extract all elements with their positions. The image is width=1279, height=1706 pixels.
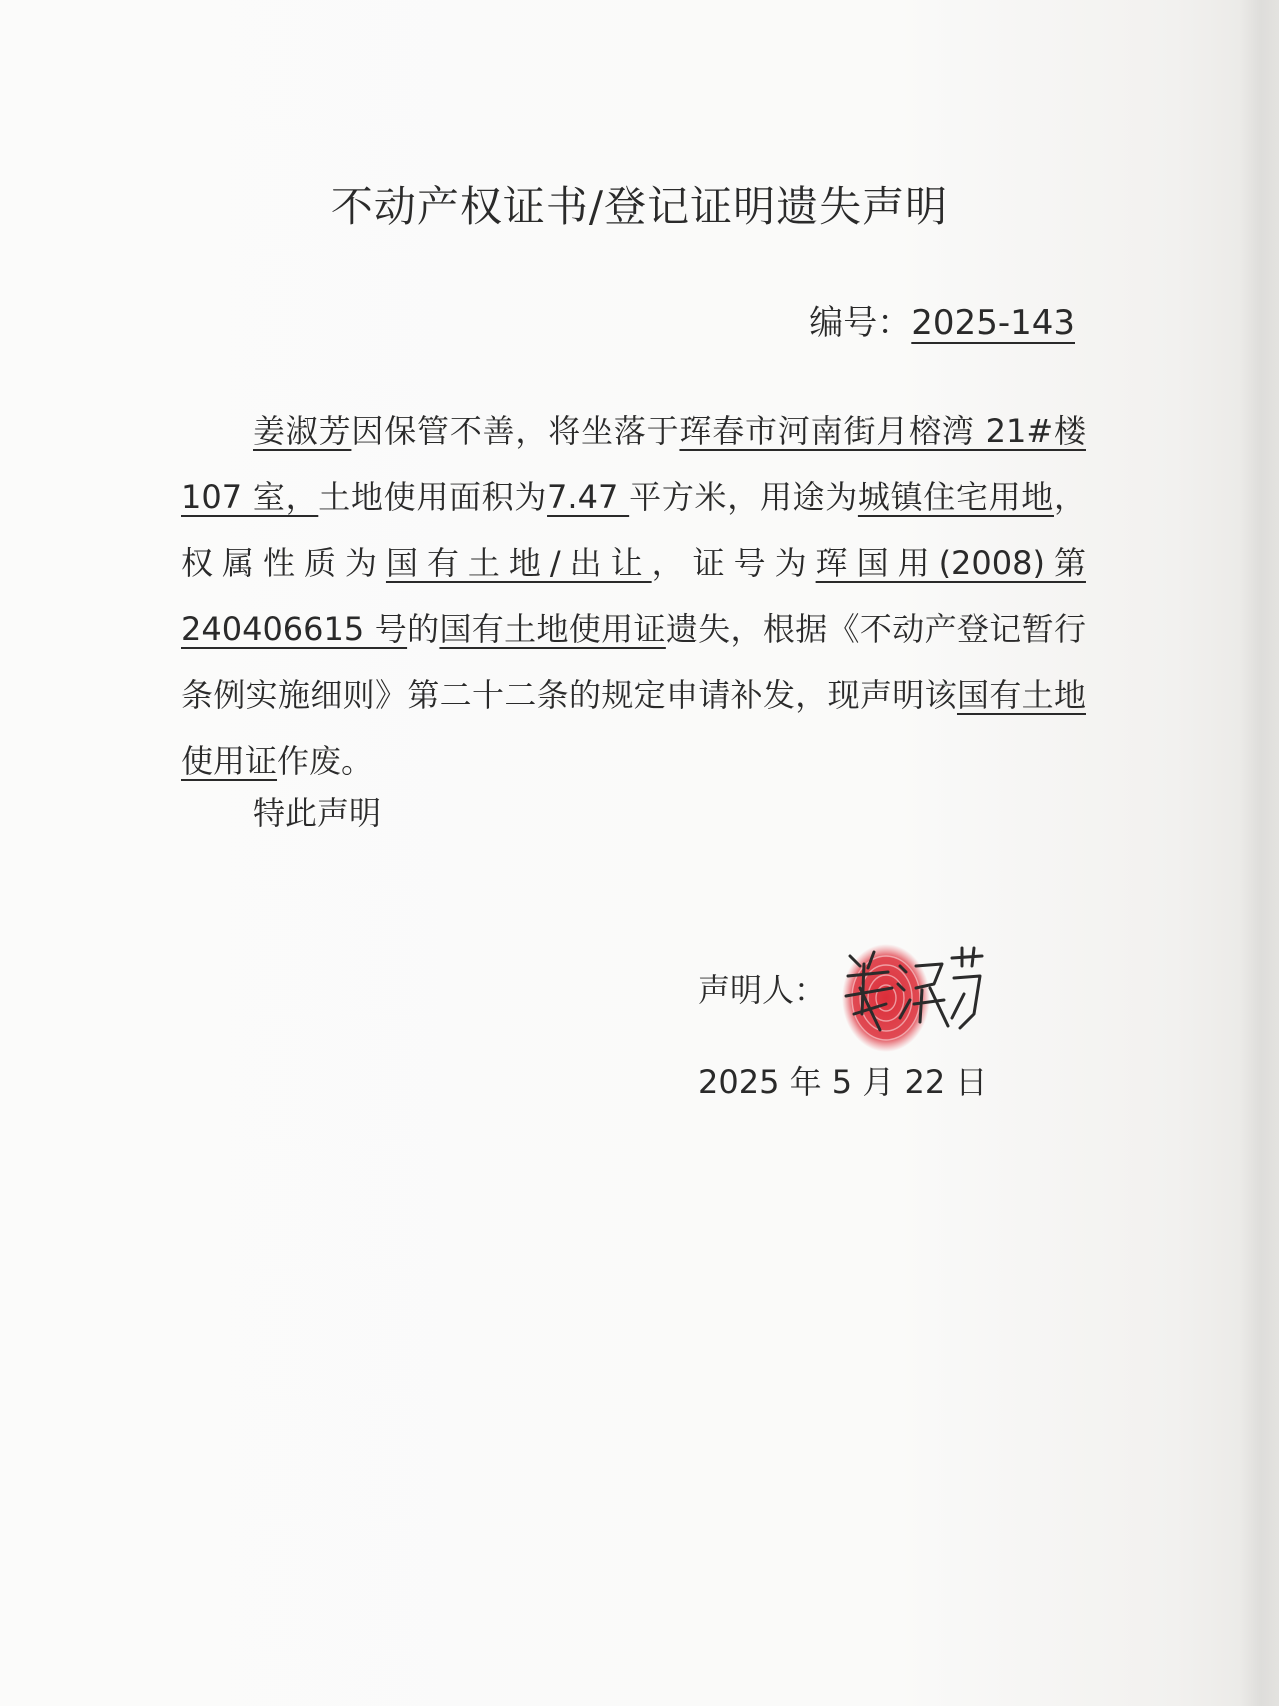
statement-date: 2025 年 5 月 22 日 — [698, 1063, 988, 1101]
statement-text-6: 的 — [407, 610, 440, 648]
property-location: 珲春市河南街月榕湾 21#楼 107 室， — [181, 412, 1086, 516]
land-area: 7.47 — [547, 478, 630, 516]
document-number-label: 编号： — [809, 303, 912, 343]
statement-body — [181, 398, 1086, 794]
signature-with-fingerprint — [830, 918, 990, 1058]
declarant-label: 声明人： — [698, 971, 827, 1009]
land-usage: 城镇住宅用地 — [857, 478, 1054, 516]
statement-paragraph — [181, 398, 1086, 794]
statement-text-4: ，权属性质为 — [181, 478, 1086, 582]
certificate-type: 国有土地使用证 — [439, 610, 666, 648]
statement-text-7: 遗失，根据《不动产登记暂行条例实施细则》第二十二条的规定申请补发，现声明该 — [181, 610, 1086, 714]
owner-name: 姜淑芳 — [253, 412, 352, 450]
certificate-number: 珲国用(2008)第240406615 号 — [181, 544, 1086, 648]
document-number — [809, 295, 1075, 344]
paper-edge-shadow — [1239, 0, 1279, 1706]
certificate-type-2: 国有土地使用证 — [181, 676, 1086, 780]
statement-text-5: ，证号为 — [651, 544, 816, 582]
statement-text-2: 土地使用面积为 — [318, 478, 548, 516]
statement-text-3: 平方米，用途为 — [629, 478, 858, 516]
statement-text-8: 作废。 — [277, 742, 374, 780]
document-title: 不动产权证书/登记证明遗失声明 — [330, 182, 949, 231]
closing-statement: 特此声明 — [253, 794, 382, 832]
statement-text-1: 因保管不善，将坐落于 — [351, 412, 680, 450]
document-number-value: 2025-143 — [911, 303, 1075, 343]
ownership-nature: 国有土地/出让 — [385, 544, 652, 582]
